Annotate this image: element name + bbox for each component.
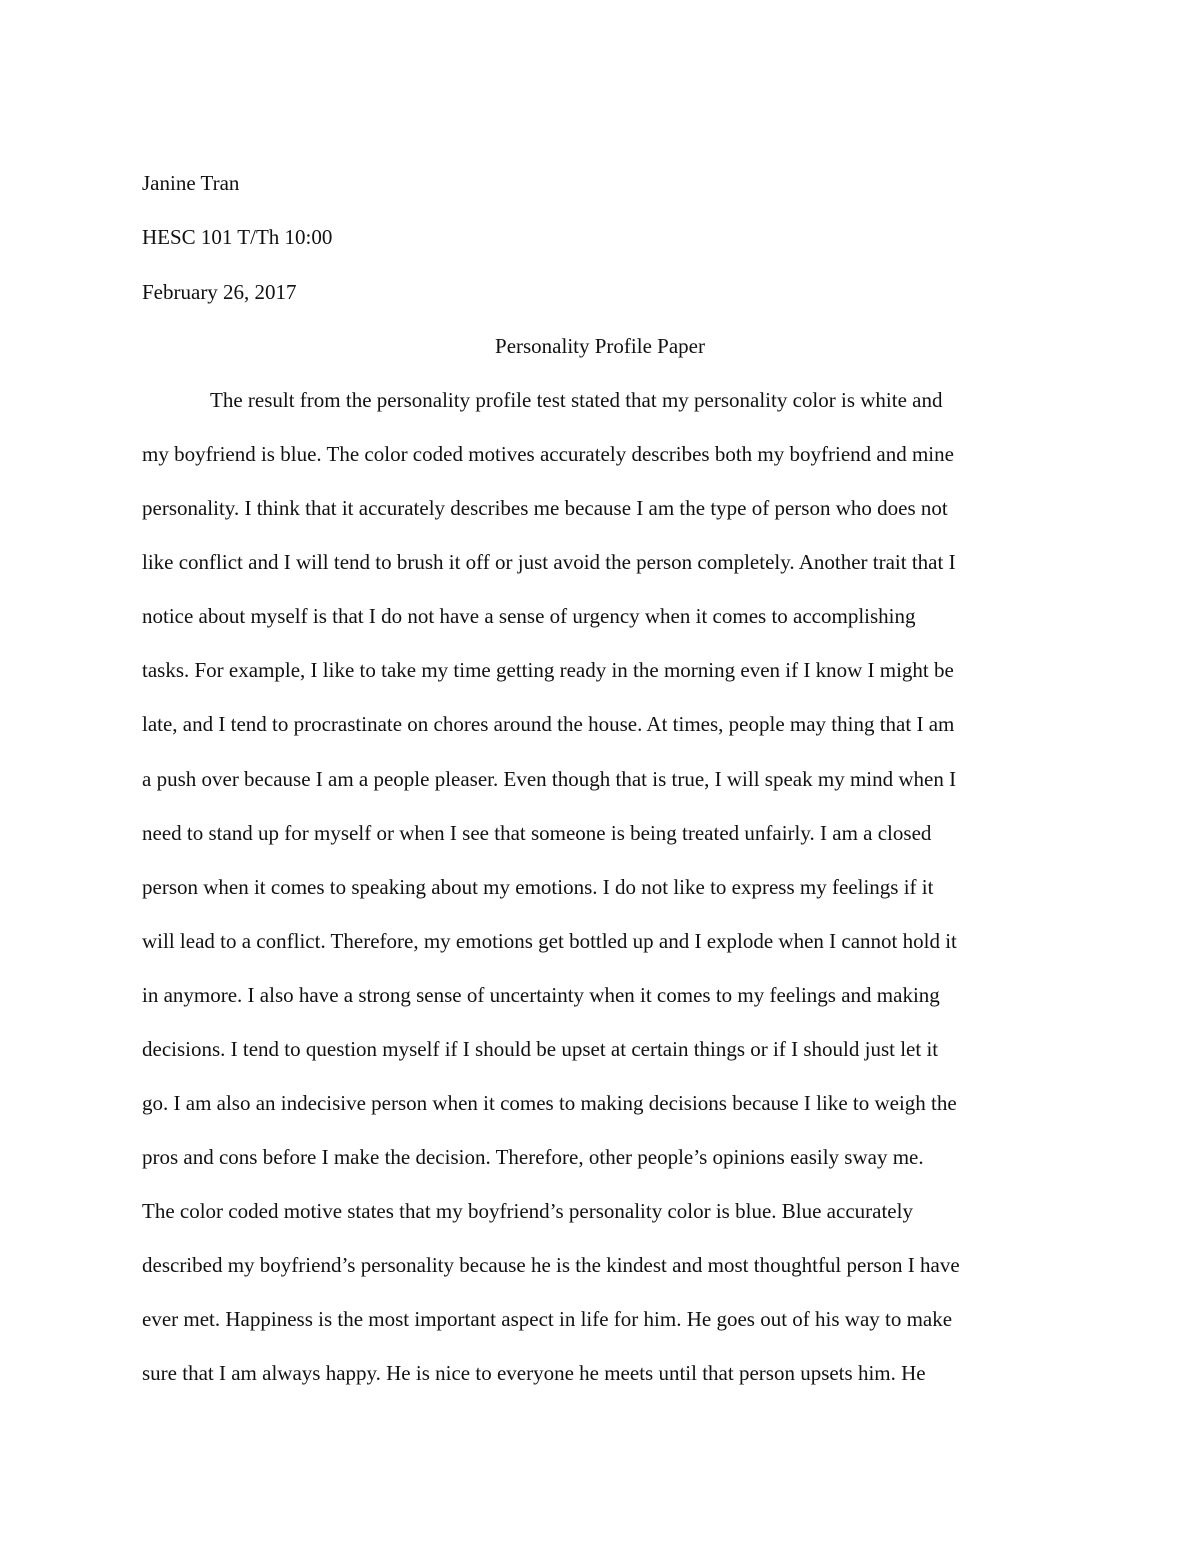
paragraph-line: pros and cons before I make the decision. Therefore, other people’s opinions easily sway me. — [142, 1145, 924, 1169]
paragraph-line: ever met. Happiness is the most important aspect in life for him. He goes out of his way to make — [142, 1307, 953, 1331]
paragraph-line: sure that I am always happy. He is nice to everyone he meets until that person upsets him. He — [142, 1361, 926, 1385]
paragraph-line: person when it comes to speaking about my emotions. I do not like to express my feelings if it — [142, 875, 934, 899]
paragraph-line: a push over because I am a people pleaser. Even though that is true, I will speak my mind when I — [142, 767, 957, 791]
document-date: February 26, 2017 — [142, 280, 297, 304]
course-info: HESC 101 T/Th 10:00 — [142, 225, 333, 249]
paragraph-line: notice about myself is that I do not have a sense of urgency when it comes to accomplishing — [142, 604, 916, 628]
paragraph-line: my boyfriend is blue. The color coded motives accurately describes both my boyfriend and mine — [142, 442, 954, 466]
paragraph-line: described my boyfriend’s personality because he is the kindest and most thoughtful person I have — [142, 1253, 960, 1277]
paragraph-line: will lead to a conflict. Therefore, my emotions get bottled up and I explode when I cannot hold it — [142, 929, 957, 953]
paper-title: Personality Profile Paper — [495, 334, 705, 358]
paragraph-line: go. I am also an indecisive person when it comes to making decisions because I like to weigh the — [142, 1091, 957, 1115]
paragraph-line: The color coded motive states that my boyfriend’s personality color is blue. Blue accurately — [142, 1199, 913, 1223]
paragraph-line: The result from the personality profile test stated that my personality color is white and — [210, 388, 943, 412]
paragraph-line: like conflict and I will tend to brush it off or just avoid the person completely. Another trait that I — [142, 550, 956, 574]
paragraph-line: need to stand up for myself or when I see that someone is being treated unfairly. I am a closed — [142, 821, 932, 845]
paragraph-line: tasks. For example, I like to take my time getting ready in the morning even if I know I might be — [142, 658, 954, 682]
paragraph-line: decisions. I tend to question myself if I should be upset at certain things or if I should just let it — [142, 1037, 939, 1061]
paragraph-line: in anymore. I also have a strong sense of uncertainty when it comes to my feelings and making — [142, 983, 940, 1007]
paragraph-line: late, and I tend to procrastinate on chores around the house. At times, people may thing that I am — [142, 712, 955, 736]
author-name: Janine Tran — [142, 171, 240, 195]
paragraph-line: personality. I think that it accurately describes me because I am the type of person who does not — [142, 496, 948, 520]
